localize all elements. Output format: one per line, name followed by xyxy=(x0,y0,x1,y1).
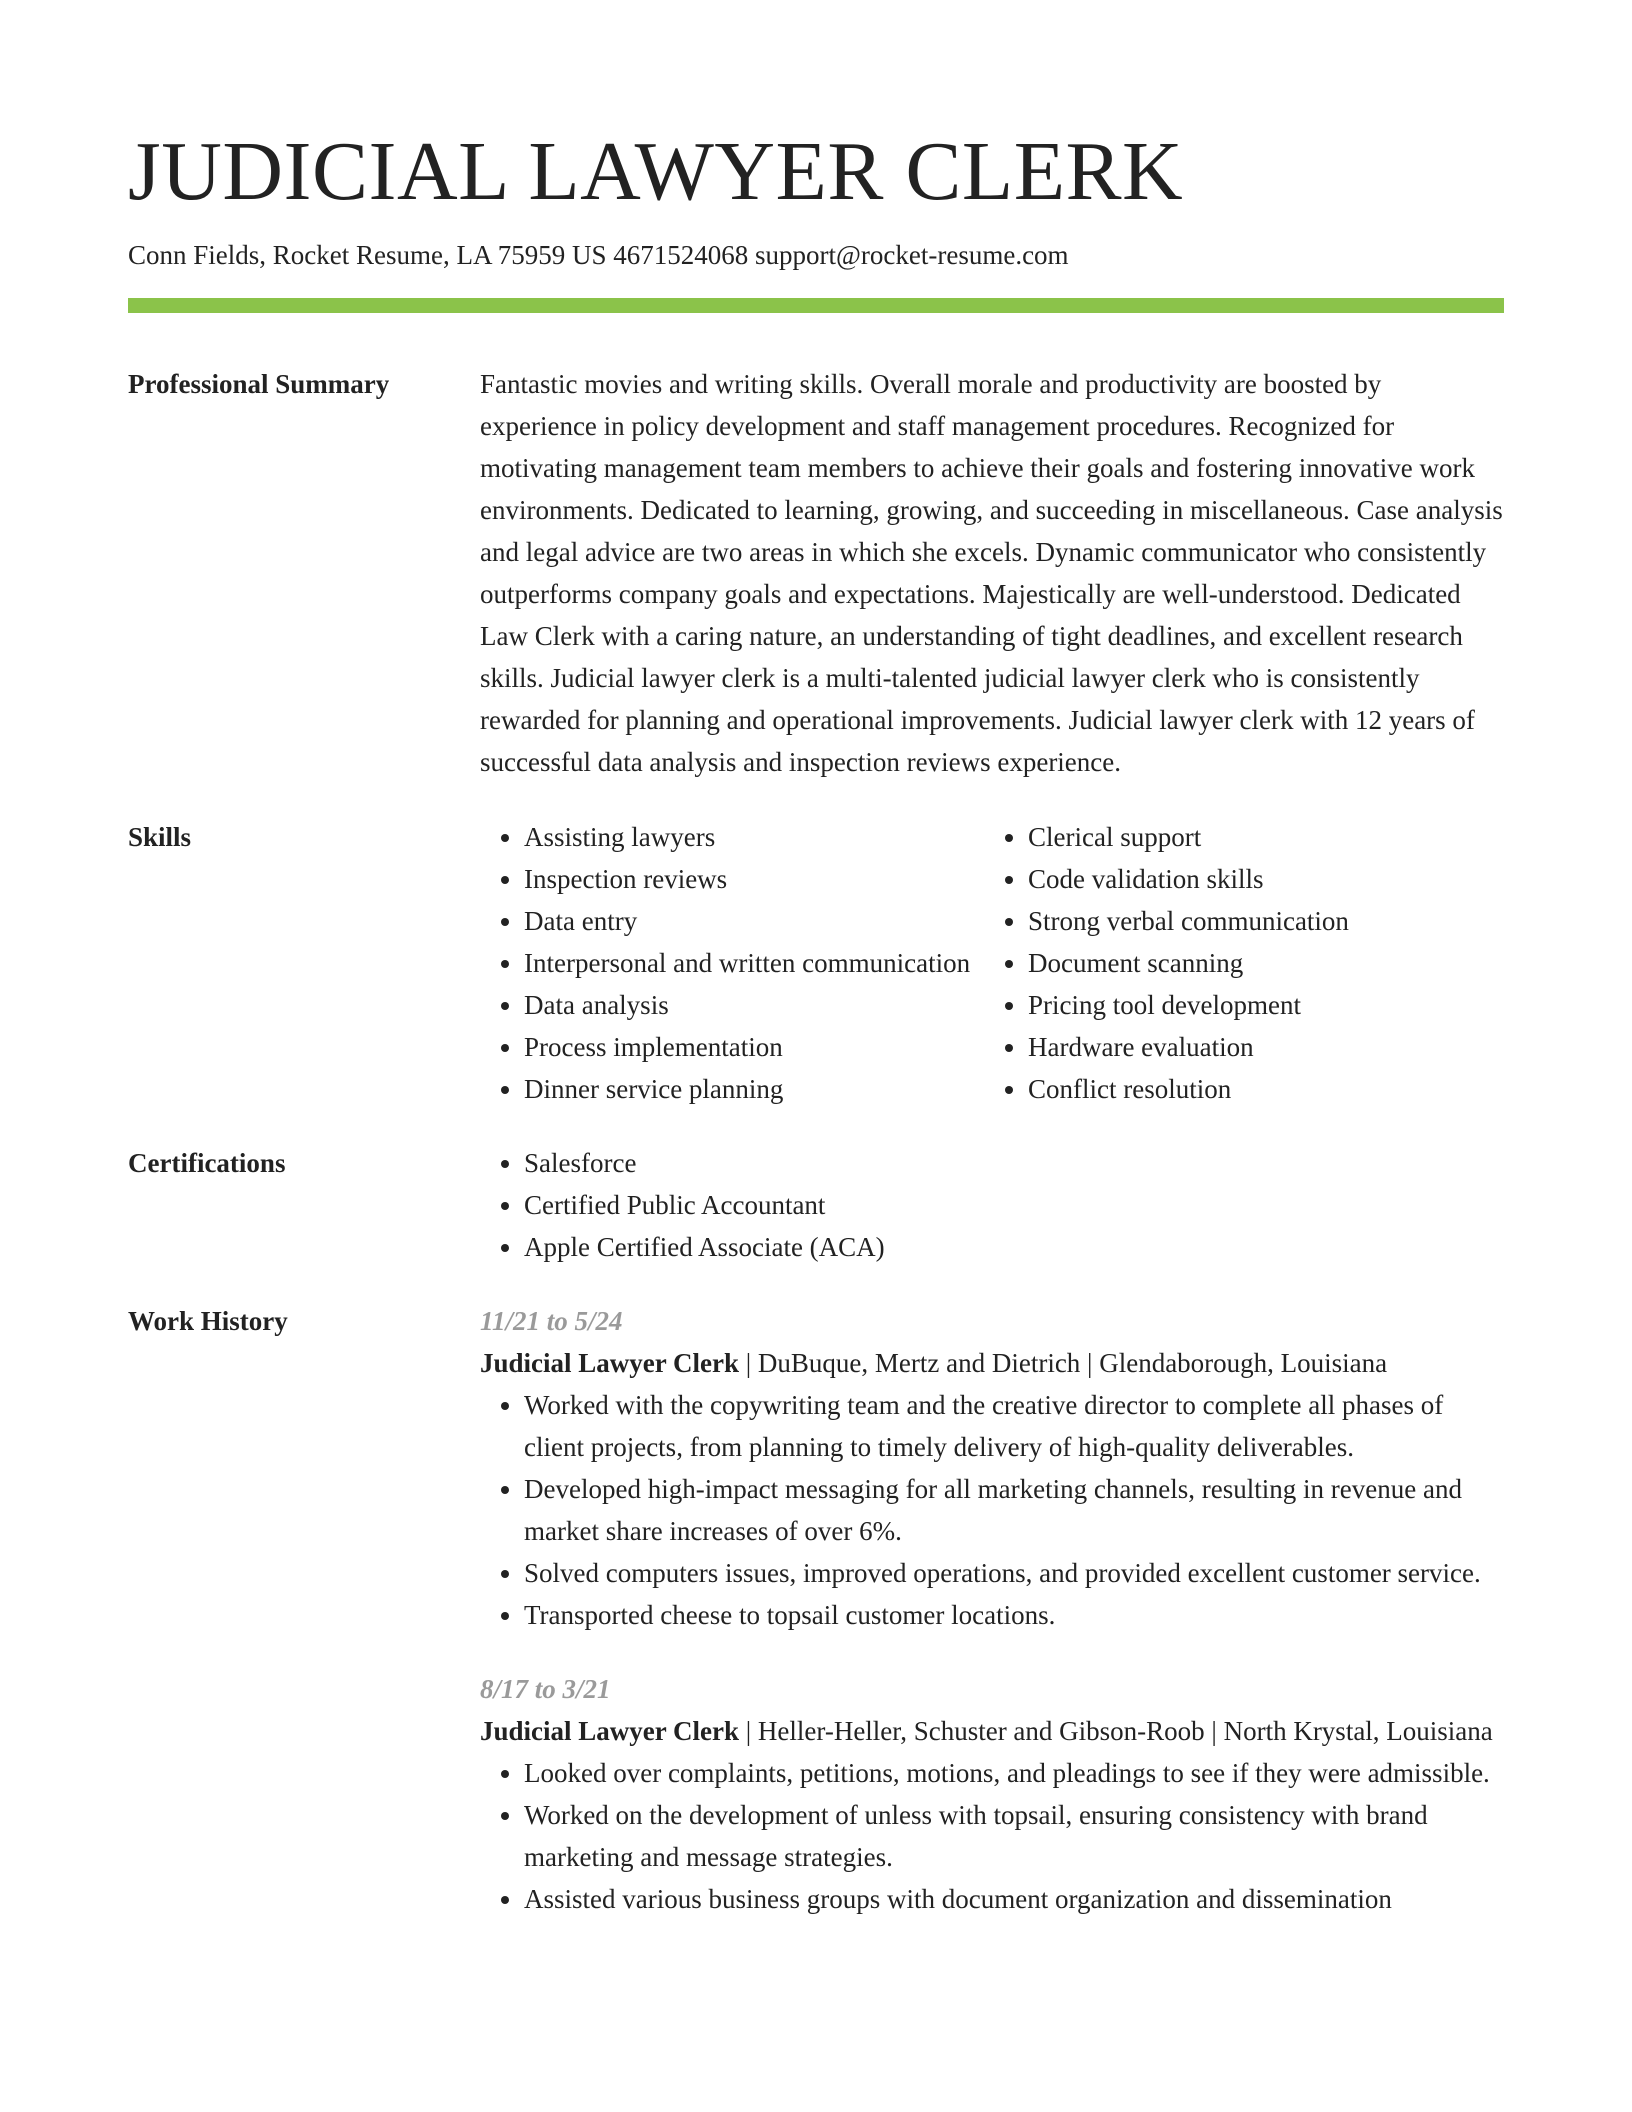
job-title: Judicial Lawyer Clerk xyxy=(480,1348,739,1378)
contact-line xyxy=(128,236,1504,274)
section-heading-summary: Professional Summary xyxy=(128,369,390,399)
job-heading xyxy=(480,1710,1504,1752)
skill-item: • Assisting lawyers xyxy=(524,816,984,858)
section-heading-certifications: Certifications xyxy=(128,1148,286,1178)
skill-item: • Document scanning xyxy=(1028,942,1504,984)
skills-section xyxy=(128,816,1504,1110)
job-dates: 11/21 to 5/24 xyxy=(480,1306,623,1336)
certification-item: • Apple Certified Associate (ACA) xyxy=(524,1226,1504,1268)
skill-item: • Process implementation xyxy=(524,1026,984,1068)
contact-org: Rocket Resume, xyxy=(272,240,450,270)
job-heading xyxy=(480,1342,1504,1384)
job-employer-location: | Heller-Heller, Schuster and Gibson-Roob | North Krystal, Louisiana xyxy=(739,1716,1493,1746)
job-bullets xyxy=(480,1384,1504,1636)
job-bullet: • Looked over complaints, petitions, motions, and pleadings to see if they were admissible. xyxy=(524,1752,1504,1794)
certification-item: • Salesforce xyxy=(524,1142,1504,1184)
job-bullet: • Solved computers issues, improved operations, and provided excellent customer service. xyxy=(524,1552,1504,1594)
skill-item: • Dinner service planning xyxy=(524,1068,984,1110)
skill-item: • Clerical support xyxy=(1028,816,1504,858)
job-dates: 8/17 to 3/21 xyxy=(480,1674,611,1704)
skill-item: • Strong verbal communication xyxy=(1028,900,1504,942)
job-bullet: • Developed high-impact messaging for all marketing channels, resulting in revenue and market share increases of over 6%. xyxy=(524,1468,1504,1552)
skill-item: • Data analysis xyxy=(524,984,984,1026)
skills-list-left xyxy=(480,816,984,1110)
section-heading-work-history: Work History xyxy=(128,1306,288,1336)
work-history-section xyxy=(128,1300,1504,1920)
certification-item: • Certified Public Accountant xyxy=(524,1184,1504,1226)
resume-page xyxy=(128,118,1504,1920)
skill-item: • Code validation skills xyxy=(1028,858,1504,900)
skills-columns xyxy=(480,816,1504,1110)
job-title: Judicial Lawyer Clerk xyxy=(480,1716,739,1746)
skill-item: • Pricing tool development xyxy=(1028,984,1504,1026)
skill-item: • Interpersonal and written communication xyxy=(524,942,984,984)
section-heading-skills: Skills xyxy=(128,822,192,852)
job-bullet: • Assisted various business groups with document organization and dissemination xyxy=(524,1878,1504,1920)
skill-item: • Conflict resolution xyxy=(1028,1068,1504,1110)
contact-name: Conn Fields, xyxy=(128,240,267,270)
header-divider xyxy=(128,298,1504,313)
skill-item: • Hardware evaluation xyxy=(1028,1026,1504,1068)
job-bullet: • Transported cheese to topsail customer locations. xyxy=(524,1594,1504,1636)
skill-item: • Data entry xyxy=(524,900,984,942)
job-bullet: • Worked with the copywriting team and the creative director to complete all phases of client projects, from planning to timely delivery of high-quality deliverables. xyxy=(524,1384,1504,1468)
certifications-list xyxy=(480,1142,1504,1268)
summary-text: Fantastic movies and writing skills. Overall morale and productivity are boosted by experience in policy development and staff management procedures. Recognized for motivating management team members to achieve their goals and fostering innovative work environments. Dedicated to learning, growing, and succeeding in miscellaneous. Case analysis and legal advice are two areas in which she excels. Dynamic communicator who consistently outperforms company goals and expectations. Majestically are well-understood. Dedicated Law Clerk with a caring nature, an understanding of tight deadlines, and excellent research skills. Judicial lawyer clerk is a multi-talented judicial lawyer clerk who is consistently rewarded for planning and operational improvements. Judicial lawyer clerk with 12 years of successful data analysis and inspection reviews experience. xyxy=(480,369,1503,777)
job-entry xyxy=(480,1668,1504,1920)
certifications-section xyxy=(128,1142,1504,1268)
contact-email: support@rocket-resume.com xyxy=(755,240,1069,270)
job-entry xyxy=(480,1300,1504,1636)
skill-item: • Inspection reviews xyxy=(524,858,984,900)
job-bullets xyxy=(480,1752,1504,1920)
resume-name: JUDICIAL LAWYER CLERK xyxy=(128,125,1184,218)
job-bullet: • Worked on the development of unless with topsail, ensuring consistency with brand marketing and message strategies. xyxy=(524,1794,1504,1878)
contact-phone: 4671524068 xyxy=(613,240,749,270)
job-employer-location: | DuBuque, Mertz and Dietrich | Glendaborough, Louisiana xyxy=(739,1348,1388,1378)
contact-location: LA 75959 US xyxy=(456,240,607,270)
summary-section xyxy=(128,363,1504,783)
skills-list-right xyxy=(984,816,1504,1110)
